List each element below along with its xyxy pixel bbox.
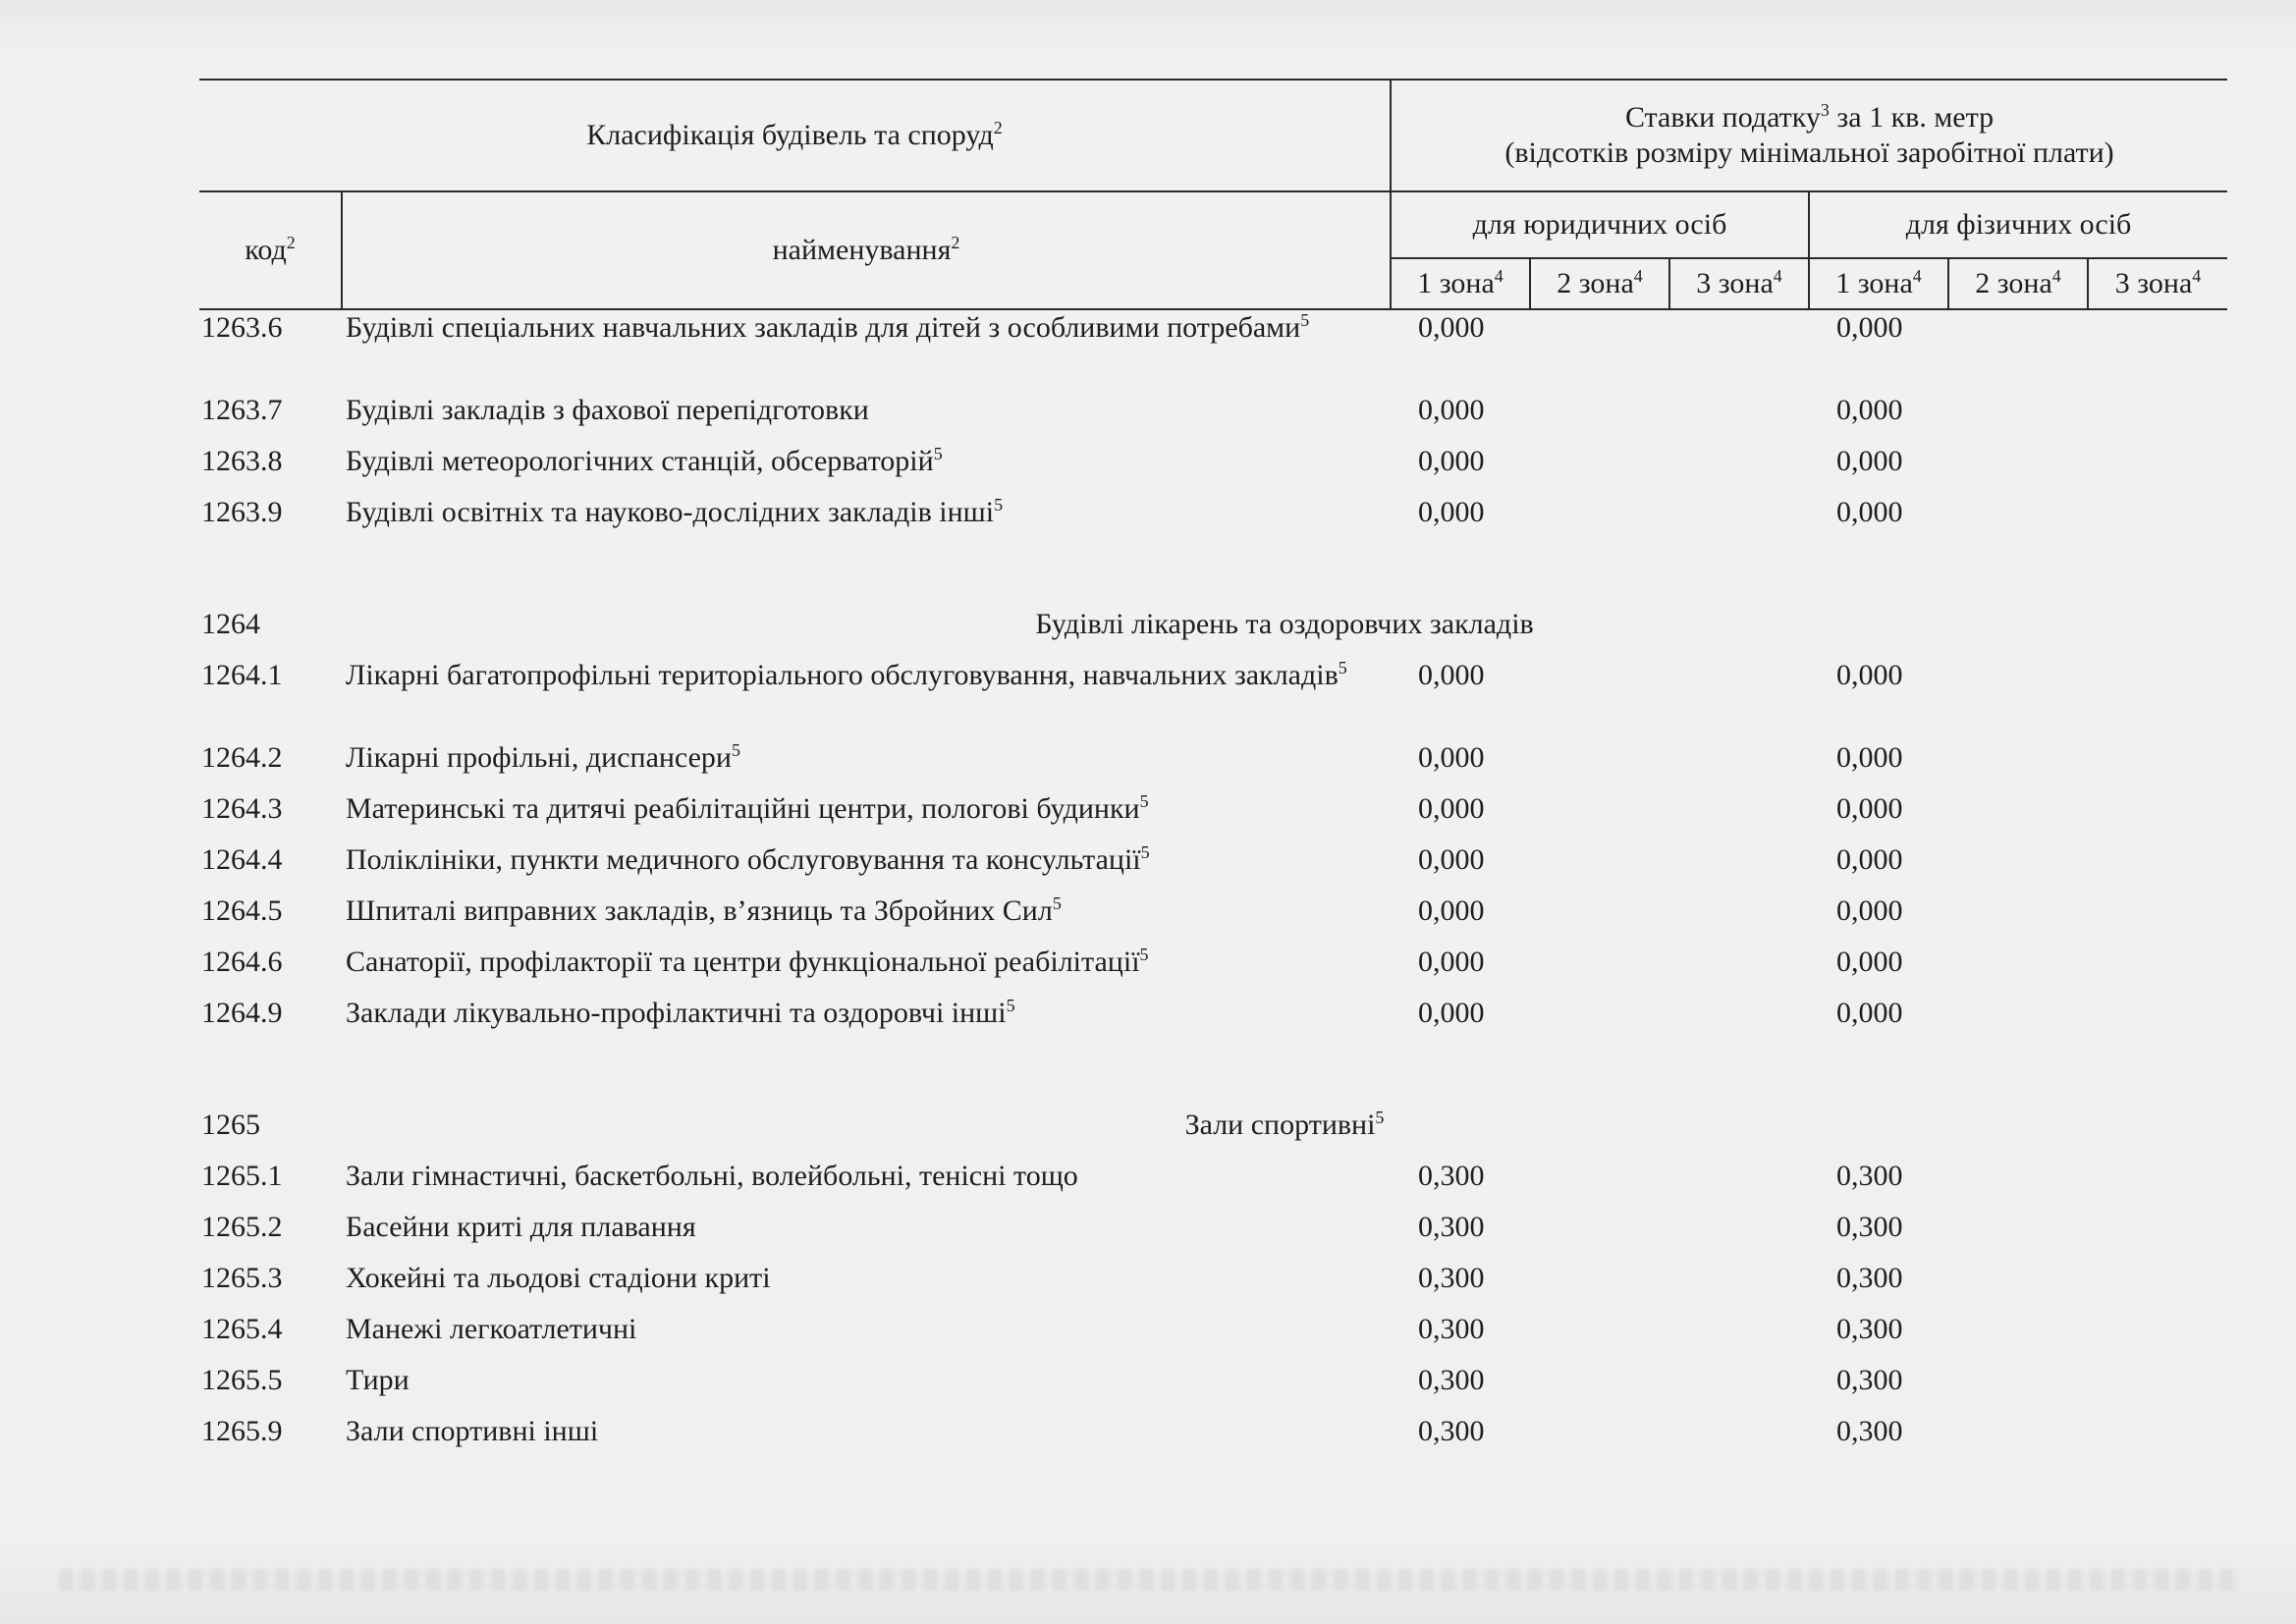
header-name: найменування$^2$ xyxy=(342,191,1391,309)
header-legal-zone-3: 3 зона$^4$ xyxy=(1669,258,1809,309)
individual-zone-1-rate: 0,000 xyxy=(1836,792,1903,825)
row-code: 1264.6 xyxy=(201,946,283,978)
row-name: Материнські та дитячі реабілітаційні центри, пологові будинки$^5$ xyxy=(346,791,1149,825)
individual-zone-1-rate: 0,300 xyxy=(1836,1415,1903,1447)
group-title: Будівлі лікарень та оздоровчих закладів xyxy=(1035,608,1534,640)
individual-zone-2-rate xyxy=(1948,842,2088,893)
individual-zone-2-rate xyxy=(1948,1414,2088,1465)
legal-zone-3-rate xyxy=(1669,309,1809,393)
individual-zone-2-rate xyxy=(1948,996,2088,1047)
individual-zone-3-rate xyxy=(2088,893,2227,945)
individual-zone-2-rate xyxy=(1948,791,2088,842)
row-code: 1264.5 xyxy=(201,894,283,927)
individual-zone-1-rate: 0,000 xyxy=(1836,741,1903,774)
legal-zone-3-rate xyxy=(1669,740,1809,791)
row-name: Тири xyxy=(346,1364,410,1396)
legal-zone-2-rate xyxy=(1530,1159,1669,1210)
individual-zone-1-rate: 0,000 xyxy=(1836,997,1903,1029)
legal-zone-2-rate xyxy=(1530,658,1669,740)
row-name: Лікарні багатопрофільні територіального обслуговування, навчальних закладів$^5$ xyxy=(346,658,1347,691)
header-classification: Класифікація будівель та споруд$^2$ xyxy=(199,80,1391,191)
legal-zone-3-rate xyxy=(1669,1414,1809,1465)
table-header xyxy=(199,80,2227,309)
row-name: Зали гімнастичні, баскетбольні, волейбольні, тенісні тощо xyxy=(346,1160,1078,1192)
individual-zone-1-rate: 0,300 xyxy=(1836,1262,1903,1294)
legal-zone-2-rate xyxy=(1530,1363,1669,1414)
table-row xyxy=(199,1414,2227,1465)
individual-zone-3-rate xyxy=(2088,1159,2227,1210)
legal-zone-3-rate xyxy=(1669,1159,1809,1210)
spacer-row xyxy=(199,1047,2227,1108)
individual-zone-3-rate xyxy=(2088,1312,2227,1363)
legal-zone-1-rate: 0,000 xyxy=(1418,311,1485,344)
row-name: Басейни криті для плавання xyxy=(346,1211,696,1243)
individual-zone-2-rate xyxy=(1948,740,2088,791)
row-code: 1265.5 xyxy=(201,1364,283,1396)
header-rates-title: Ставки податку$^3$ за 1 кв. метр xyxy=(1624,100,1995,134)
row-code: 1265.2 xyxy=(201,1211,283,1243)
legal-zone-2-rate xyxy=(1530,996,1669,1047)
individual-zone-1-rate: 0,000 xyxy=(1836,311,1903,344)
row-code: 1265.4 xyxy=(201,1313,283,1345)
row-code: 1263.8 xyxy=(201,445,283,477)
table-row xyxy=(199,658,2227,740)
legal-zone-2-rate xyxy=(1530,309,1669,393)
individual-zone-2-rate xyxy=(1948,1210,2088,1261)
individual-zone-1-rate: 0,000 xyxy=(1836,496,1903,528)
individual-zone-1-rate: 0,300 xyxy=(1836,1211,1903,1243)
legal-zone-2-rate xyxy=(1530,393,1669,444)
row-name: Будівлі закладів з фахової перепідготовки xyxy=(346,394,869,426)
legal-zone-1-rate: 0,000 xyxy=(1418,946,1485,978)
individual-zone-1-rate: 0,000 xyxy=(1836,894,1903,927)
row-name: Будівлі спеціальних навчальних закладів для дітей з особливими потребами$^5$ xyxy=(346,310,1310,344)
individual-zone-1-rate: 0,000 xyxy=(1836,445,1903,477)
legal-zone-2-rate xyxy=(1530,945,1669,996)
individual-zone-3-rate xyxy=(2088,393,2227,444)
individual-zone-1-rate: 0,000 xyxy=(1836,394,1903,426)
legal-zone-1-rate: 0,300 xyxy=(1418,1211,1485,1243)
individual-zone-2-rate xyxy=(1948,1312,2088,1363)
legal-zone-1-rate: 0,000 xyxy=(1418,894,1485,927)
row-name: Поліклініки, пункти медичного обслуговування та консультації$^5$ xyxy=(346,842,1150,876)
table-row xyxy=(199,309,2227,393)
row-code: 1263.6 xyxy=(201,311,283,344)
individual-zone-1-rate: 0,300 xyxy=(1836,1313,1903,1345)
row-code: 1264.2 xyxy=(201,741,283,774)
legal-zone-2-rate xyxy=(1530,444,1669,495)
legal-zone-1-rate: 0,000 xyxy=(1418,659,1485,691)
legal-zone-3-rate xyxy=(1669,791,1809,842)
row-code: 1265.3 xyxy=(201,1262,283,1294)
individual-zone-2-rate xyxy=(1948,444,2088,495)
legal-zone-1-rate: 0,300 xyxy=(1418,1415,1485,1447)
legal-zone-3-rate xyxy=(1669,945,1809,996)
individual-zone-1-rate: 0,300 xyxy=(1836,1364,1903,1396)
legal-zone-3-rate xyxy=(1669,444,1809,495)
header-tax-rates xyxy=(1391,80,2227,191)
individual-zone-3-rate xyxy=(2088,740,2227,791)
group-row xyxy=(199,1108,2227,1159)
individual-zone-1-rate: 0,000 xyxy=(1836,946,1903,978)
legal-zone-3-rate xyxy=(1669,1363,1809,1414)
legal-zone-2-rate xyxy=(1530,791,1669,842)
header-legal-zone-1: 1 зона$^4$ xyxy=(1391,258,1530,309)
legal-zone-2-rate xyxy=(1530,1414,1669,1465)
legal-zone-2-rate xyxy=(1530,740,1669,791)
row-name: Лікарні профільні, диспансери$^5$ xyxy=(346,740,740,774)
legal-zone-1-rate: 0,000 xyxy=(1418,741,1485,774)
legal-zone-3-rate xyxy=(1669,495,1809,546)
row-name: Санаторії, профілакторії та центри функціональної реабілітації$^5$ xyxy=(346,945,1149,978)
individual-zone-3-rate xyxy=(2088,658,2227,740)
legal-zone-1-rate: 0,000 xyxy=(1418,445,1485,477)
row-code: 1263.7 xyxy=(201,394,283,426)
individual-zone-2-rate xyxy=(1948,393,2088,444)
table-row xyxy=(199,996,2227,1047)
legal-zone-2-rate xyxy=(1530,1261,1669,1312)
legal-zone-3-rate xyxy=(1669,996,1809,1047)
legal-zone-3-rate xyxy=(1669,1210,1809,1261)
bleed-through-text xyxy=(59,1569,2239,1591)
table-row xyxy=(199,1312,2227,1363)
row-name: Манежі легкоатлетичні xyxy=(346,1313,637,1345)
table-row xyxy=(199,945,2227,996)
individual-zone-1-rate: 0,300 xyxy=(1836,1160,1903,1192)
individual-zone-3-rate xyxy=(2088,309,2227,393)
header-individual-zone-2: 2 зона$^4$ xyxy=(1948,258,2088,309)
header-legal-zone-2: 2 зона$^4$ xyxy=(1530,258,1669,309)
row-name: Зали спортивні інші xyxy=(346,1415,599,1447)
legal-zone-2-rate xyxy=(1530,495,1669,546)
group-code: 1264 xyxy=(201,608,260,640)
header-rates-subtitle: (відсотків розміру мінімальної заробітної плати) xyxy=(1504,136,2114,169)
individual-zone-3-rate xyxy=(2088,842,2227,893)
row-code: 1264.9 xyxy=(201,997,283,1029)
row-code: 1264.4 xyxy=(201,843,283,876)
legal-zone-1-rate: 0,000 xyxy=(1418,394,1485,426)
legal-zone-1-rate: 0,300 xyxy=(1418,1160,1485,1192)
legal-zone-3-rate xyxy=(1669,893,1809,945)
group-title: Зали спортивні$^5$ xyxy=(1184,1108,1385,1141)
individual-zone-2-rate xyxy=(1948,1261,2088,1312)
legal-zone-1-rate: 0,000 xyxy=(1418,496,1485,528)
row-code: 1263.9 xyxy=(201,496,283,528)
legal-zone-3-rate xyxy=(1669,1312,1809,1363)
legal-zone-2-rate xyxy=(1530,893,1669,945)
legal-zone-2-rate xyxy=(1530,842,1669,893)
header-legal-entities: для юридичних осіб xyxy=(1391,191,1809,258)
legal-zone-2-rate xyxy=(1530,1312,1669,1363)
legal-zone-3-rate xyxy=(1669,658,1809,740)
table-row xyxy=(199,791,2227,842)
row-code: 1265.1 xyxy=(201,1160,283,1192)
individual-zone-2-rate xyxy=(1948,893,2088,945)
table-row xyxy=(199,1210,2227,1261)
individual-zone-2-rate xyxy=(1948,658,2088,740)
row-name: Будівлі метеорологічних станцій, обсерваторій$^5$ xyxy=(346,444,943,477)
group-code: 1265 xyxy=(201,1109,260,1141)
individual-zone-1-rate: 0,000 xyxy=(1836,843,1903,876)
table-row xyxy=(199,740,2227,791)
individual-zone-3-rate xyxy=(2088,996,2227,1047)
individual-zone-2-rate xyxy=(1948,1159,2088,1210)
table-row xyxy=(199,1159,2227,1210)
legal-zone-1-rate: 0,000 xyxy=(1418,997,1485,1029)
individual-zone-3-rate xyxy=(2088,1261,2227,1312)
legal-zone-1-rate: 0,000 xyxy=(1418,843,1485,876)
individual-zone-3-rate xyxy=(2088,1414,2227,1465)
row-name: Заклади лікувально-профілактичні та оздоровчі інші$^5$ xyxy=(346,996,1015,1029)
table-row xyxy=(199,495,2227,546)
table-row xyxy=(199,1363,2227,1414)
table-row xyxy=(199,842,2227,893)
table-body xyxy=(199,309,2227,1465)
legal-zone-2-rate xyxy=(1530,1210,1669,1261)
row-name: Будівлі освітніх та науково-дослідних закладів інші$^5$ xyxy=(346,495,1004,528)
legal-zone-1-rate: 0,300 xyxy=(1418,1262,1485,1294)
group-row xyxy=(199,607,2227,658)
legal-zone-1-rate: 0,000 xyxy=(1418,792,1485,825)
header-individual-zone-3: 3 зона$^4$ xyxy=(2088,258,2227,309)
tax-rates-table xyxy=(199,79,2227,1465)
legal-zone-3-rate xyxy=(1669,842,1809,893)
table-row xyxy=(199,444,2227,495)
individual-zone-3-rate xyxy=(2088,444,2227,495)
individual-zone-3-rate xyxy=(2088,495,2227,546)
individual-zone-2-rate xyxy=(1948,1363,2088,1414)
header-individuals: для фізичних осіб xyxy=(1809,191,2227,258)
header-code: код$^2$ xyxy=(199,191,342,309)
table-row xyxy=(199,893,2227,945)
individual-zone-3-rate xyxy=(2088,791,2227,842)
individual-zone-3-rate xyxy=(2088,1210,2227,1261)
spacer-row xyxy=(199,546,2227,607)
row-code: 1264.3 xyxy=(201,792,283,825)
individual-zone-1-rate: 0,000 xyxy=(1836,659,1903,691)
individual-zone-3-rate xyxy=(2088,1363,2227,1414)
row-name: Хокейні та льодові стадіони криті xyxy=(346,1262,771,1294)
legal-zone-1-rate: 0,300 xyxy=(1418,1364,1485,1396)
row-name: Шпиталі виправних закладів, в’язниць та Збройних Сил$^5$ xyxy=(346,893,1062,927)
legal-zone-3-rate xyxy=(1669,1261,1809,1312)
legal-zone-3-rate xyxy=(1669,393,1809,444)
table-row xyxy=(199,1261,2227,1312)
row-code: 1265.9 xyxy=(201,1415,283,1447)
table-row xyxy=(199,393,2227,444)
row-code: 1264.1 xyxy=(201,659,283,691)
individual-zone-2-rate xyxy=(1948,945,2088,996)
individual-zone-2-rate xyxy=(1948,495,2088,546)
individual-zone-2-rate xyxy=(1948,309,2088,393)
legal-zone-1-rate: 0,300 xyxy=(1418,1313,1485,1345)
individual-zone-3-rate xyxy=(2088,945,2227,996)
header-individual-zone-1: 1 зона$^4$ xyxy=(1809,258,1948,309)
